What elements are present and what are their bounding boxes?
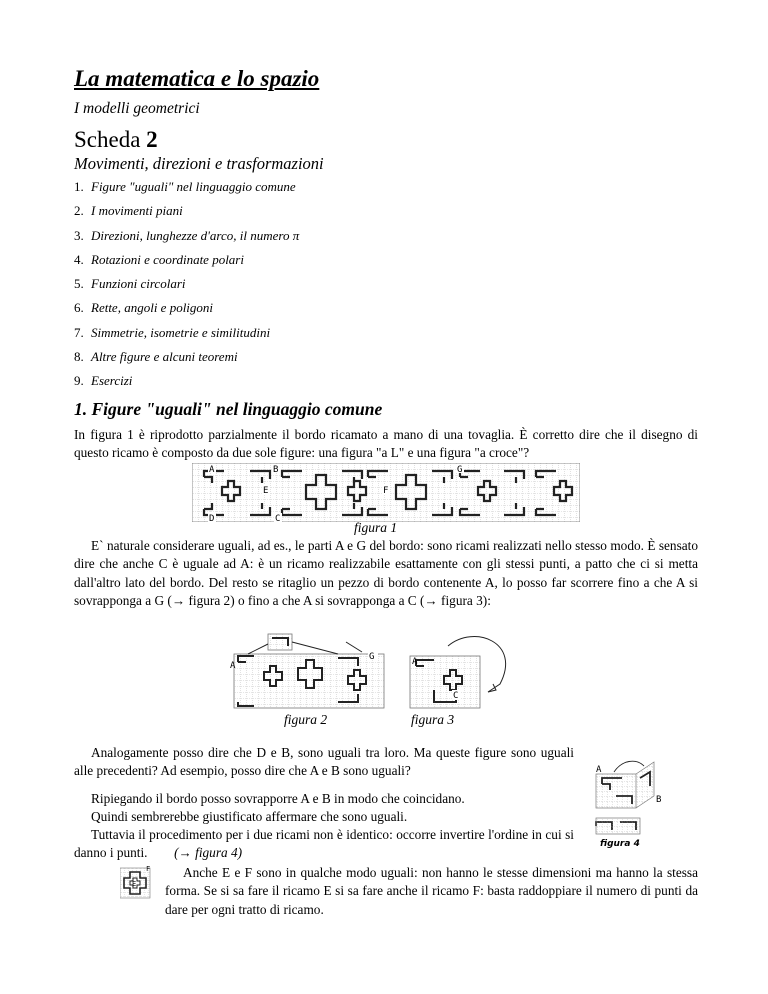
toc-label: Direzioni, lunghezze d'arco, il numero π [91,227,300,243]
paragraph-intro: In figura 1 è riprodotto parzialmente il bordo ricamato a mano di una tovaglia. È corretto dire che il disegno di questo ricamo è composto da due sole figure: una figura "a L" e una figura "a croce"? [74,427,698,461]
label-F: F [383,486,389,496]
page-subtitle: I modelli geometrici [74,100,200,117]
label-A: A [209,465,215,475]
paragraph-6 [74,826,574,863]
toc-number: 6. [74,300,84,316]
label-F: F [146,865,151,873]
label-B: B [656,795,662,805]
toc-number: 5. [74,276,84,292]
figure-4-folding [592,756,678,848]
page-title: La matematica e lo spazio [74,66,320,91]
figure-1-embroidery [192,463,580,522]
toc-item[interactable] [74,202,299,226]
label-C: C [275,514,281,522]
toc-number: 7. [74,324,84,340]
figure-3-caption: figura 3 [411,712,455,727]
toc-item[interactable] [74,372,299,396]
toc-number: 4. [74,251,84,267]
table-of-contents [74,178,299,397]
label-A: A [230,661,236,671]
section-heading: 1. Figure "uguali" nel linguaggio comune [74,399,383,419]
label-A: A [596,765,602,775]
toc-label: Rotazioni e coordinate polari [91,251,244,267]
toc-label: I movimenti piani [91,203,183,219]
figure-2-caption: figura 2 [284,712,328,727]
paragraph-3: Analogamente posso dire che D e B, sono uguali tra loro. Ma queste figure sono uguali alle precedenti? Ad esempio, posso dire che A e B sono uguali? [74,745,574,779]
scheda-number: 2 [146,127,158,152]
toc-number: 1. [74,179,84,194]
scheda-subtitle: Movimenti, direzioni e trasformazioni [74,154,324,173]
label-A: A [412,657,418,667]
label-B: B [273,465,279,475]
figure-4-reference: (→ figura 4) [174,845,243,861]
paragraph-7: Anche E e F sono in qualche modo uguali: non hanno le stesse dimensioni ma hanno la stessa forma. Se si sa fare il ricamo E si sa fare anche il ricamo F: basta raddoppiare il numero di punti da dare per ogni tratto di ricamo. [165,865,698,917]
scheda-word: Scheda [74,127,141,152]
toc-item[interactable] [74,324,299,348]
toc-label: Figure "uguali" nel linguaggio comune [91,179,296,194]
label-G: G [457,465,463,475]
paragraph-5: Quindi sembrerebbe giustificato affermare che sono uguali. [91,809,408,824]
paragraph-4: Ripiegando il bordo posso sovrapporre A e B in modo che coincidano. [91,791,465,806]
toc-number: 8. [74,349,84,365]
toc-item[interactable] [74,227,299,251]
toc-item[interactable] [74,251,299,275]
scheda-heading [74,127,158,153]
toc-label: Funzioni circolari [91,276,186,292]
toc-item[interactable] [74,178,299,202]
toc-number: 2. [74,203,84,219]
paragraph-2: E` naturale considerare uguali, ad es., le parti A e G del bordo: sono ricami realizzati nello stesso modo. È sensato dire che anche C è uguale ad A: è un ricamo realizzabile esattamente con gli stessi punti, a patto che ci si metta dall'altro lato del bordo. Del resto se ritaglio un pezzo di bordo contenente A, lo posso far scorrere fino a che A si sovrapponga a G (→ figura 2) o fino a che A si sovrapponga a C (→ figura 3): [74,538,698,608]
toc-item[interactable] [74,275,299,299]
figure-1-caption: figura 1 [354,520,398,535]
label-E: E [263,486,269,496]
figure-3-translation [404,632,514,710]
toc-label: Altre figure e alcuni teoremi [91,349,238,365]
toc-number: 3. [74,227,84,243]
toc-label: Simmetrie, isometrie e similitudini [91,324,271,340]
figure-4-caption: figura 4 [600,839,640,848]
toc-item[interactable] [74,299,299,323]
figure-2-translation [228,632,388,710]
label-G: G [369,652,375,662]
label-C: C [453,691,459,701]
label-D: D [209,514,215,522]
toc-number: 9. [74,373,84,389]
toc-label: Esercizi [91,373,133,389]
figure-ef-similarity [120,864,154,900]
toc-label: Rette, angoli e poligoni [91,300,214,316]
label-E: E [132,880,137,888]
paragraph-6-text: Tuttavia il procedimento per i due ricami non è identico: occorre invertire l'ordine in cui si danno i punti. [74,827,574,861]
toc-item[interactable] [74,348,299,372]
